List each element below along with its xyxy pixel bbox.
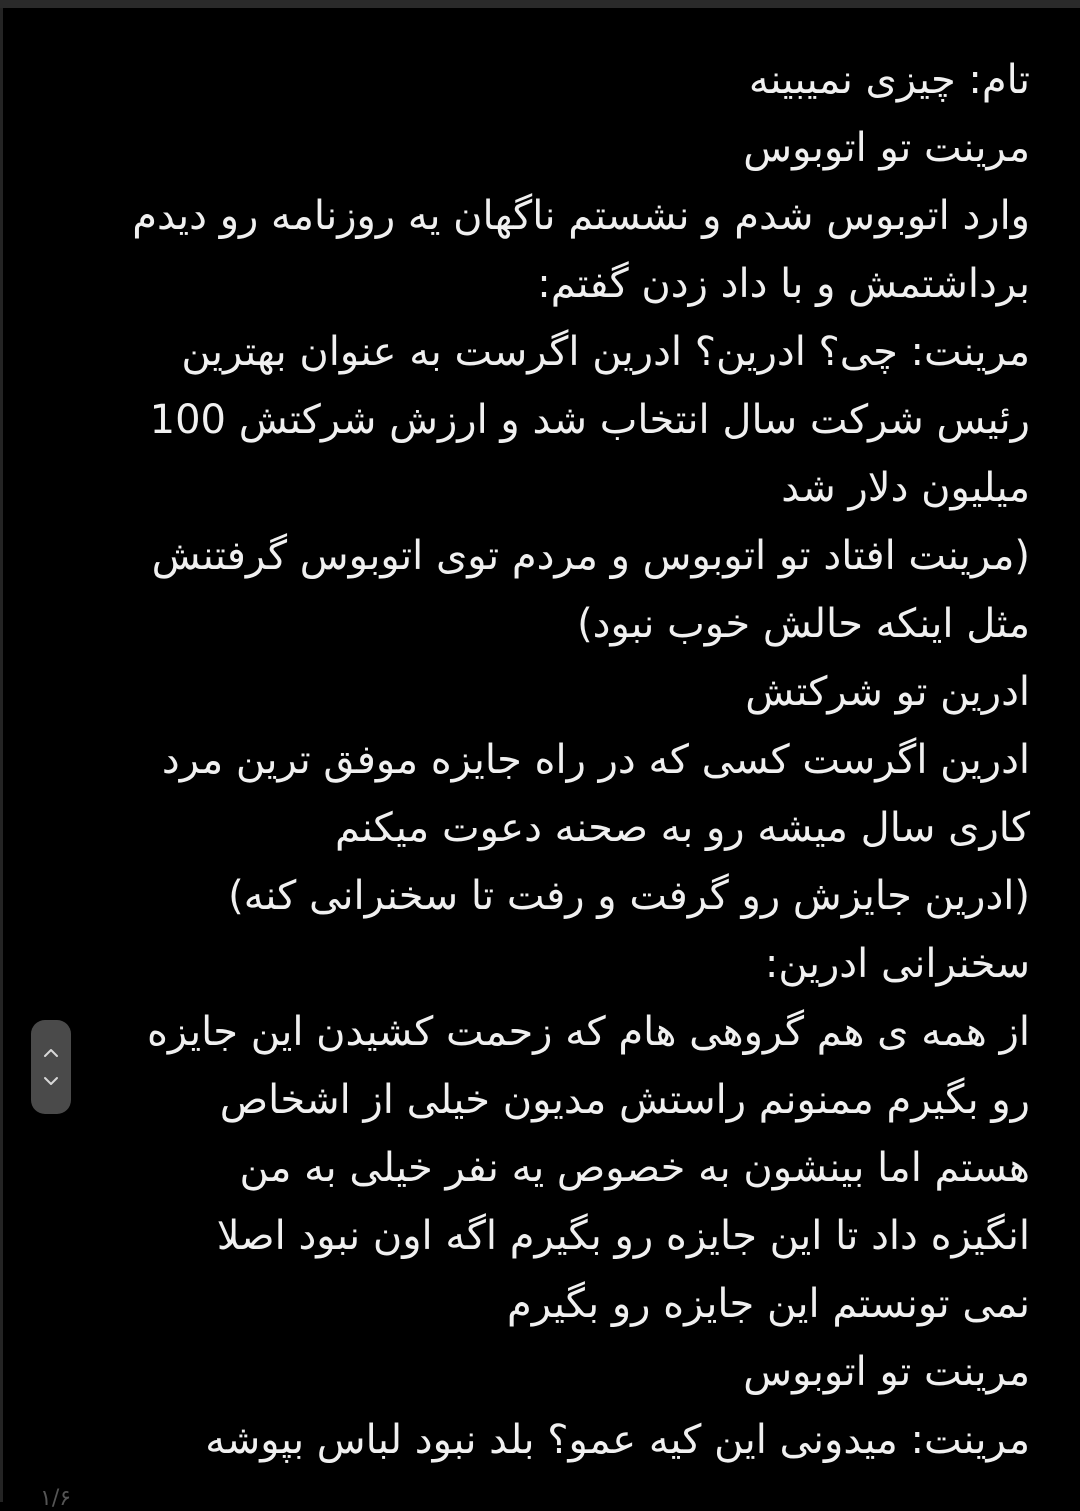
story-line: ادرین تو شرکتش: [745, 669, 1030, 715]
story-line: مرینت: چی؟ ادرین؟ ادرین اگرست به عنوان بهترین: [181, 329, 1030, 375]
story-line: رئیس شرکت سال انتخاب شد و ارزش شرکتش 100: [149, 397, 1030, 443]
story-text: [43, 46, 1033, 1474]
story-line: کاری سال میشه رو به صحنه دعوت میکنم: [334, 805, 1030, 851]
story-line: (ادرین جایزش رو گرفت و رفت تا سخنرانی کنه): [228, 873, 1030, 919]
story-line: برداشتمش و با داد زدن گفتم:: [537, 261, 1030, 307]
chevron-up-icon[interactable]: [42, 1044, 60, 1062]
story-line: مرینت تو اتوبوس: [743, 125, 1030, 171]
story-line: رو بگیرم ممنونم راستش مدیون خیلی از اشخاص: [219, 1077, 1030, 1123]
fast-scroll-handle[interactable]: [31, 1020, 71, 1114]
story-line: میلیون دلار شد: [781, 465, 1030, 511]
story-line: هستم اما بینشون به خصوص یه نفر خیلی به من: [239, 1145, 1030, 1191]
story-line: مرینت تو اتوبوس: [743, 1349, 1030, 1395]
chevron-down-icon[interactable]: [42, 1072, 60, 1090]
story-line: سخنرانی ادرین:: [764, 941, 1030, 987]
story-line: مثل اینکه حالش خوب نبود): [577, 601, 1030, 647]
page-indicator: ۱/۶: [40, 1486, 72, 1511]
top-edge-bar: [0, 0, 1080, 8]
story-line: ادرین اگرست کسی که در راه جایزه موفق ترین مرد: [161, 737, 1030, 783]
reader-frame: [0, 8, 1080, 1502]
story-line: نمی تونستم این جایزه رو بگیرم: [506, 1281, 1030, 1327]
story-line: از همه ی هم گروهی هام که زحمت کشیدن این جایزه: [146, 1009, 1030, 1055]
story-line: تام: چیزی نمیبینه: [748, 57, 1030, 103]
story-line: مرینت: میدونی این کیه عمو؟ بلد نبود لباس بپوشه: [205, 1417, 1030, 1463]
story-line: انگیزه داد تا این جایزه رو بگیرم اگه اون نبود اصلا: [216, 1213, 1030, 1259]
story-line: (مرینت افتاد تو اتوبوس و مردم توی اتوبوس گرفتنش: [151, 533, 1030, 579]
story-line: وارد اتوبوس شدم و نشستم ناگهان یه روزنامه رو دیدم: [132, 193, 1030, 239]
